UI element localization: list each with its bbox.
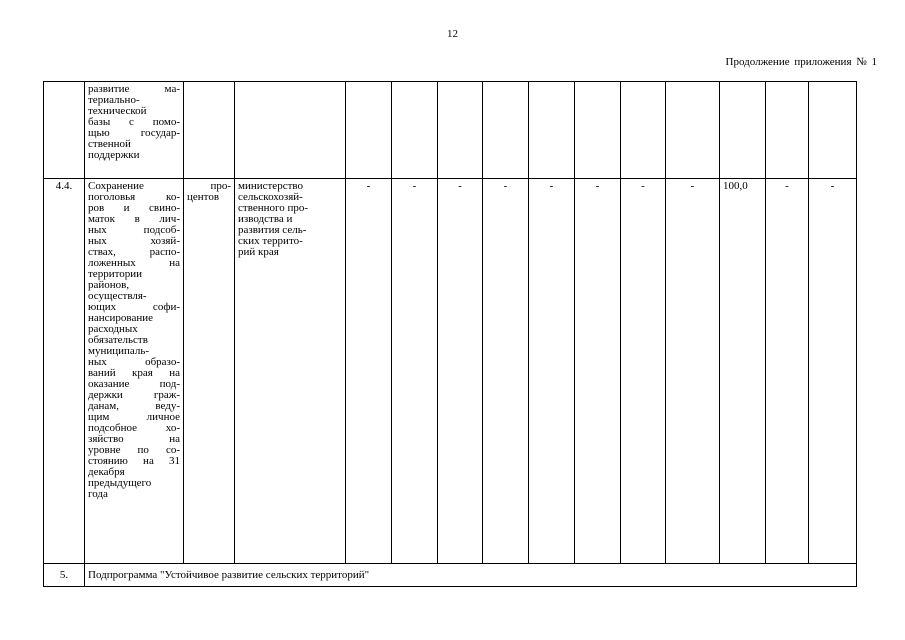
cell-executor-empty xyxy=(235,82,346,179)
text-line: нансирование xyxy=(88,312,154,324)
text-line: изводства и xyxy=(238,213,293,225)
text-line: ных хозяй- xyxy=(88,235,180,247)
text-line: ственной xyxy=(88,138,131,150)
text-line: подсобное хо- xyxy=(88,422,180,434)
text-line: зяйство на xyxy=(88,433,180,445)
cell-value-empty xyxy=(809,82,857,179)
cell-value-empty xyxy=(720,82,766,179)
cell-value-empty xyxy=(621,82,666,179)
text-line: министерство xyxy=(238,180,304,192)
text-line: технической xyxy=(88,105,147,117)
text-line: оказание под- xyxy=(88,378,180,390)
cell-value: - xyxy=(809,179,857,564)
cell-unit-empty xyxy=(184,82,235,179)
text-line: про- xyxy=(210,180,231,192)
text-line: рий края xyxy=(238,246,279,258)
text-line: Сохранение xyxy=(88,180,144,192)
indicators-table xyxy=(43,81,857,587)
text-line: щим личное xyxy=(88,411,180,423)
text-line: предыдущего xyxy=(88,477,152,489)
cell-value: - xyxy=(529,179,575,564)
text-line: базы с помо- xyxy=(88,116,180,128)
cell-value-empty xyxy=(766,82,809,179)
cell-value-empty xyxy=(666,82,720,179)
text-line: териально- xyxy=(88,94,140,106)
page-number: 12 xyxy=(447,28,458,40)
cell-value: - xyxy=(438,179,483,564)
text-line: года xyxy=(88,488,108,500)
text-line: муниципаль- xyxy=(88,345,150,357)
text-line: ющих софи- xyxy=(88,301,180,313)
cell-value: - xyxy=(346,179,392,564)
cell-value: - xyxy=(766,179,809,564)
text-line: ных подсоб- xyxy=(88,224,180,236)
cell-value: - xyxy=(666,179,720,564)
text-line: ложенных на xyxy=(88,257,180,269)
text-line: держки граж- xyxy=(88,389,180,401)
text-line: осуществля- xyxy=(88,290,147,302)
cell-value: - xyxy=(483,179,529,564)
cell-value-empty xyxy=(392,82,438,179)
text-line: обязательств xyxy=(88,334,148,346)
text-line: расходных xyxy=(88,323,138,335)
cell-value-empty xyxy=(483,82,529,179)
table-row-4-4 xyxy=(44,179,857,564)
cell-number-empty xyxy=(44,82,85,179)
text-line: ствах, распо- xyxy=(88,246,180,258)
cell-value-empty xyxy=(575,82,621,179)
text-line: щью государ- xyxy=(88,127,180,139)
text-line: уровне по со- xyxy=(88,444,180,456)
text-line: поддержки xyxy=(88,149,140,161)
text-line: развитие ма- xyxy=(88,83,180,95)
subprogram-title: Подпрограмма "Устойчивое развитие сельских территорий" xyxy=(85,564,857,587)
continuation-label: Продолжение приложения № 1 xyxy=(725,56,877,68)
text-line: ров и свино- xyxy=(88,202,180,214)
text-line: ваний края на xyxy=(88,367,180,379)
text-line: декабря xyxy=(88,466,125,478)
table-row-continued xyxy=(44,82,857,179)
cell-name-continued xyxy=(85,82,184,179)
cell-value-empty xyxy=(529,82,575,179)
cell-number: 5. xyxy=(44,564,85,587)
text-line: маток в лич- xyxy=(88,213,180,225)
text-line: сельскохозяй- xyxy=(238,191,303,203)
text-line: развития сель- xyxy=(238,224,307,236)
cell-name xyxy=(85,179,184,564)
cell-unit xyxy=(184,179,235,564)
text-line: центов xyxy=(187,191,220,203)
cell-value: - xyxy=(392,179,438,564)
text-line: районов, xyxy=(88,279,130,291)
text-line: данам, веду- xyxy=(88,400,180,412)
text-line: ственного про- xyxy=(238,202,309,214)
text-line: территории xyxy=(88,268,143,280)
text-line: стоянию на 31 xyxy=(88,455,180,467)
cell-value-empty xyxy=(438,82,483,179)
cell-value: 100,0 xyxy=(720,179,766,564)
cell-value: - xyxy=(621,179,666,564)
text-line: поголовья ко- xyxy=(88,191,180,203)
cell-value: - xyxy=(575,179,621,564)
cell-number: 4.4. xyxy=(44,179,85,564)
text-line: ских террито- xyxy=(238,235,303,247)
cell-value-empty xyxy=(346,82,392,179)
cell-executor xyxy=(235,179,346,564)
text-line: ных образо- xyxy=(88,356,180,368)
table-row-5 xyxy=(44,564,857,587)
